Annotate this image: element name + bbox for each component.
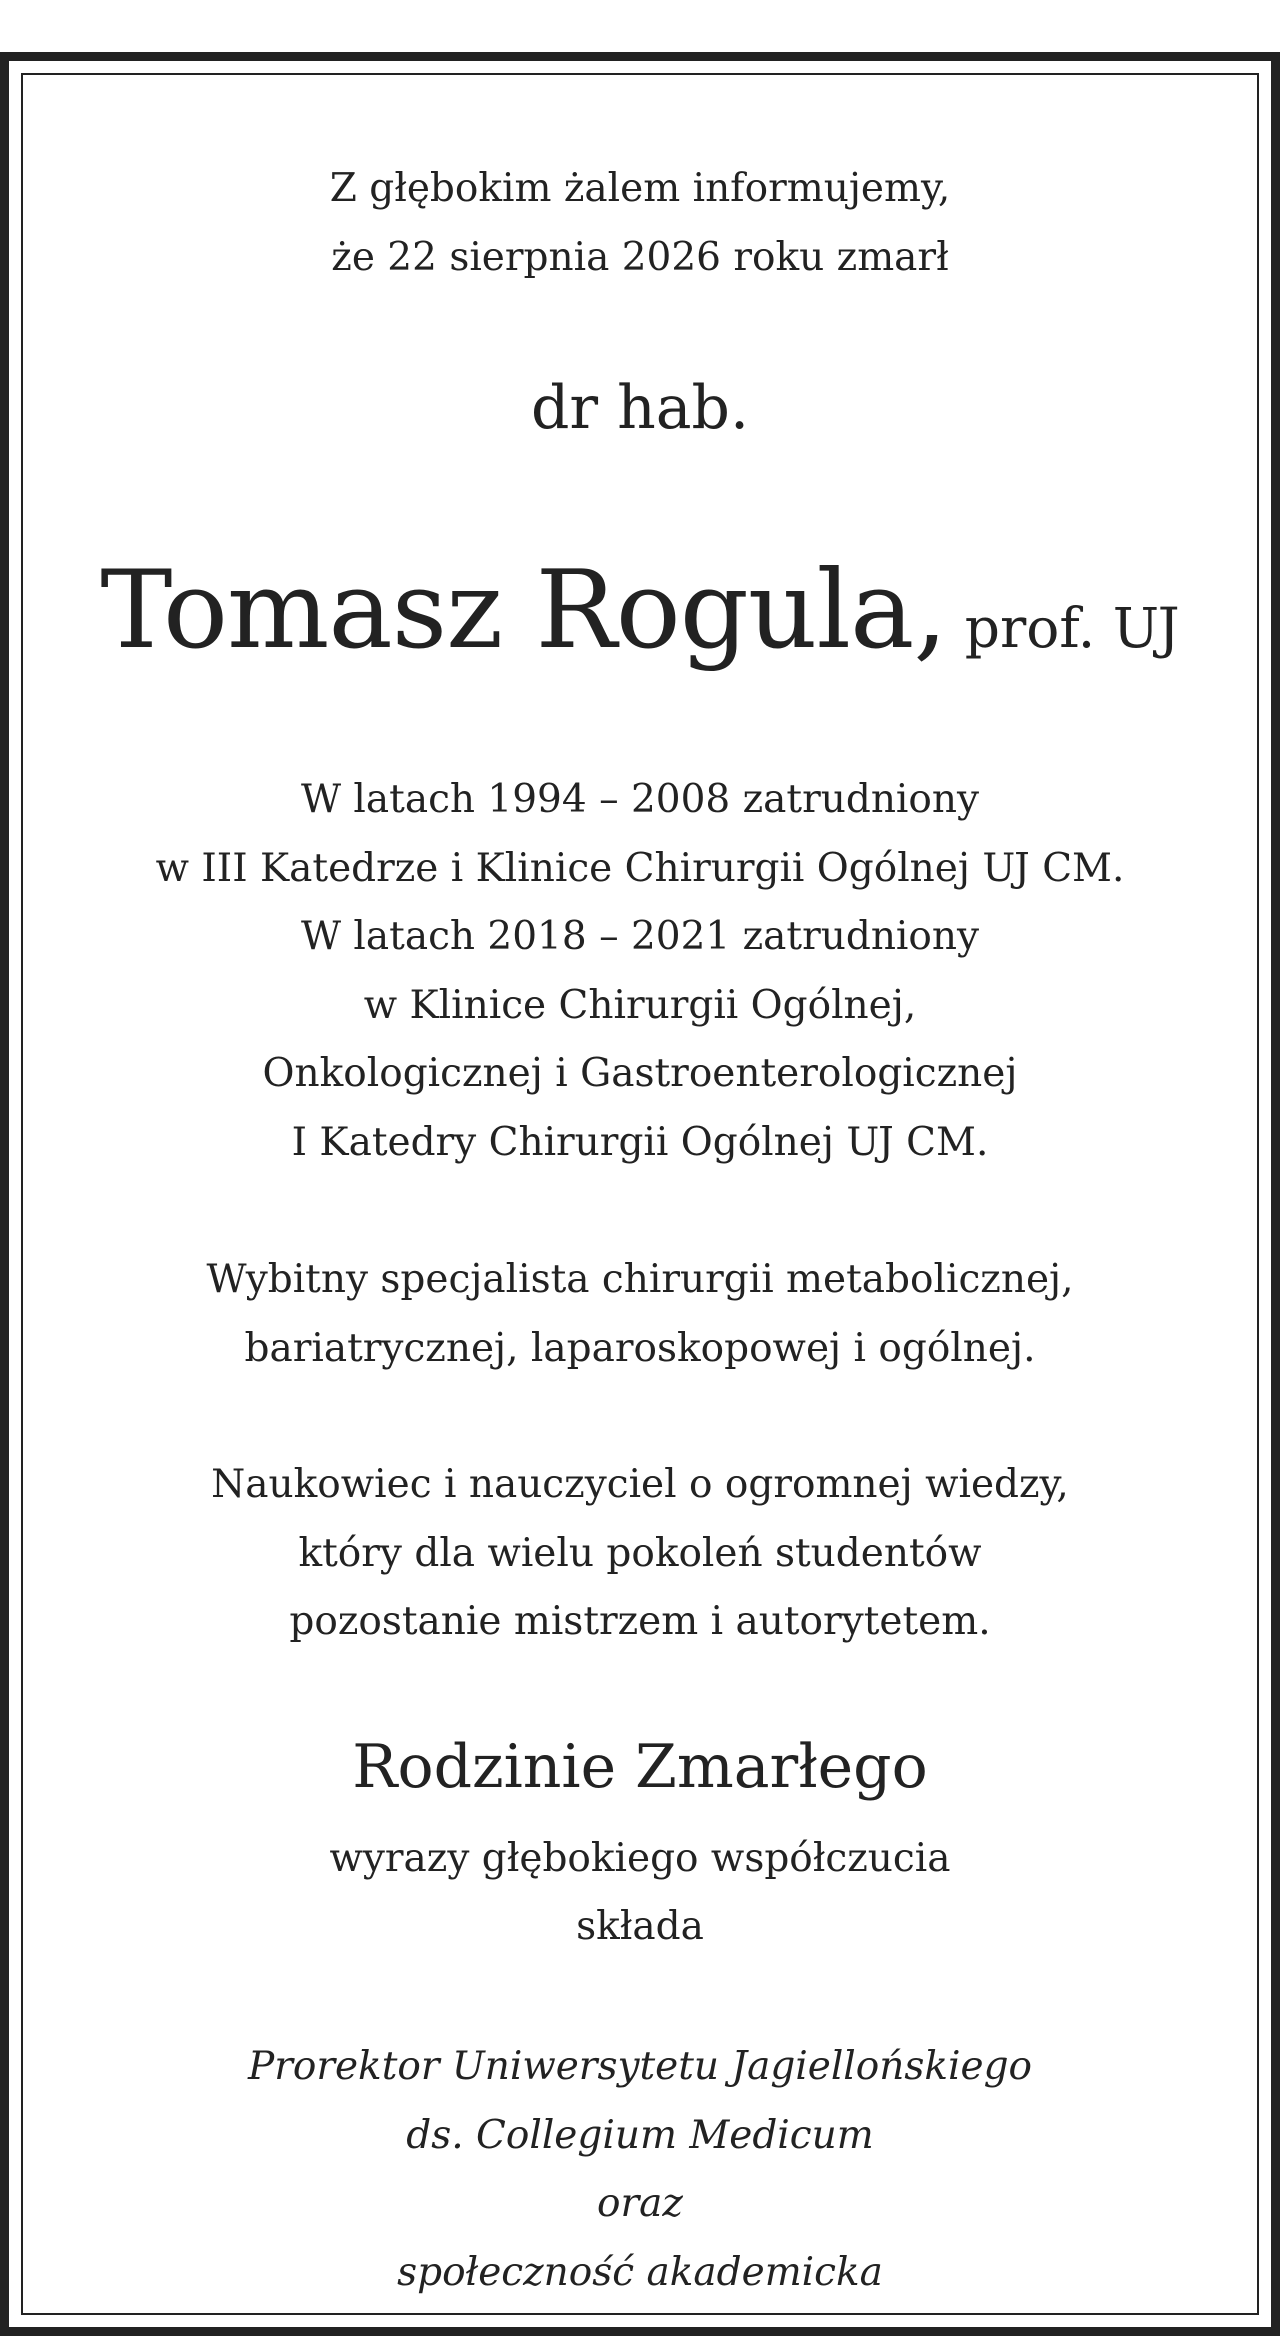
employment-line: I Katedry Chirurgii Ogólnej UJ CM. [291,1119,989,1165]
signature-line: oraz [597,2181,683,2226]
deceased-name: Tomasz Rogula, [100,548,947,673]
employment-paragraph [9,766,1271,1177]
condolences-line: wyrazy głębokiego współczucia [329,1836,951,1881]
intro-line: że 22 sierpnia 2026 roku zmarł [331,235,949,280]
deceased-name-line [9,536,1271,717]
signature-block [9,2033,1271,2307]
scientist-paragraph [9,1451,1271,1657]
signature-line: Prorektor Uniwersytetu Jagiellońskiego [247,2044,1033,2089]
employment-line: Onkologicznej i Gastroenterologicznej [262,1051,1018,1096]
signature-line: społeczność akademicka [397,2249,883,2295]
condolences-text [9,1825,1271,1961]
professor-title: prof. UJ [964,596,1180,660]
family-heading: Rodzinie Zmarłego [352,1732,928,1802]
academic-title: dr hab. [530,373,750,443]
specialty-line: Wybitny specjalista chirurgii metabolicznej, [206,1257,1074,1302]
specialty-paragraph [9,1246,1271,1383]
scientist-line: pozostanie mistrzem i autorytetem. [289,1599,991,1644]
specialty-line: bariatrycznej, laparoskopowej i ogólnej. [244,1325,1036,1371]
obituary-outer-border [0,52,1280,2336]
condolences-line: składa [576,1904,704,1949]
scientist-line: który dla wielu pokoleń studentów [298,1530,982,1576]
intro-text [9,154,1271,292]
signature-line: ds. Collegium Medicum [406,2112,874,2158]
employment-line: W latach 2018 – 2021 zatrudniony [300,914,980,959]
scientist-line: Naukowiec i nauczyciel o ogromnej wiedzy, [211,1462,1069,1507]
employment-line: w III Katedrze i Klinice Chirurgii Ogólnej UJ CM. [155,845,1125,891]
employment-line: w Klinice Chirurgii Ogólnej, [363,982,917,1028]
intro-line: Z głębokim żalem informujemy, [329,166,951,211]
employment-line: W latach 1994 – 2008 zatrudniony [300,777,980,822]
